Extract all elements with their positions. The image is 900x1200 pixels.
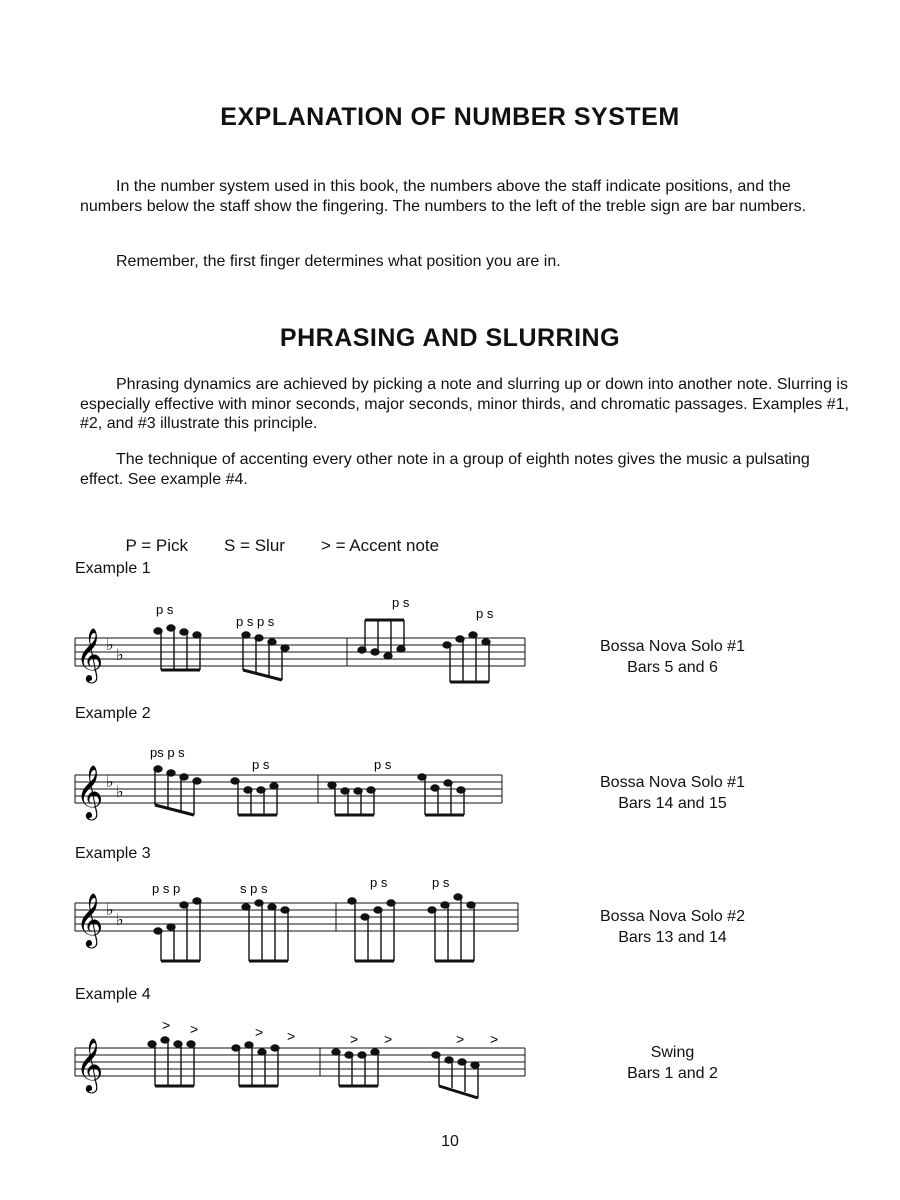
treble-clef-icon: 𝄞 (76, 892, 104, 946)
example-4-label: Example 4 (75, 986, 151, 1003)
legend-slur: S = Slur (223, 536, 285, 555)
example-3-mark: s p s (240, 881, 268, 896)
example-1-caption (560, 636, 785, 678)
example-3-mark: p s p (152, 881, 181, 896)
svg-text:♭: ♭ (106, 635, 114, 654)
treble-clef-icon: 𝄞 (76, 627, 104, 681)
caption-line: Bossa Nova Solo #2 (600, 908, 745, 925)
caption-line: Bars 13 and 14 (618, 929, 727, 946)
legend (116, 516, 475, 556)
example-2-mark: p s (252, 757, 270, 772)
svg-text:♭: ♭ (116, 645, 124, 664)
example-2-caption (560, 772, 785, 814)
section-title-phrasing: PHRASING AND SLURRING (279, 324, 621, 352)
example-4-accent: > (190, 1021, 199, 1037)
caption-line: Bars 1 and 2 (627, 1065, 718, 1082)
treble-clef-icon: 𝄞 (76, 764, 104, 818)
paragraph-phrasing (80, 375, 850, 434)
example-4-accent: > (162, 1017, 171, 1033)
caption-line: Bars 14 and 15 (618, 795, 727, 812)
svg-text:♭: ♭ (116, 910, 124, 929)
example-2-mark: p s (374, 757, 392, 772)
paragraph-text: Phrasing dynamics are achieved by picking a note and slurring up or down into another note. Slurring is especially effective with minor seconds, major seconds, minor thirds, and chromatic passages. Examples #1, #2, and #3 illustrate this principle. (80, 376, 849, 432)
example-3-caption (560, 906, 785, 948)
caption-line: Bossa Nova Solo #1 (600, 774, 745, 791)
paragraph-first-finger (80, 252, 850, 272)
caption-line: Bars 5 and 6 (627, 659, 718, 676)
example-3-staff (70, 875, 540, 975)
example-4-accent: > (384, 1031, 393, 1047)
example-3-label: Example 3 (75, 845, 151, 862)
paragraph-text: In the number system used in this book, the numbers above the staff indicate positions, and the numbers below the staff show the fingering. The numbers to the left of the treble sign are bar numbers. (80, 178, 807, 215)
svg-text:♭: ♭ (106, 772, 114, 791)
legend-pick: P = Pick (125, 536, 188, 555)
example-4-staff (70, 1010, 540, 1110)
caption-line: Swing (650, 1044, 695, 1061)
section-title-number-system: EXPLANATION OF NUMBER SYSTEM (220, 103, 680, 131)
example-4-accent: > (350, 1031, 359, 1047)
svg-text:♭: ♭ (116, 782, 124, 801)
paragraph-text: Remember, the first finger determines what position you are in. (116, 253, 561, 270)
example-1-staff (70, 590, 540, 700)
example-2-label: Example 2 (75, 705, 151, 722)
example-1-mark: p s p s (236, 614, 275, 629)
example-4-accent: > (287, 1028, 296, 1044)
example-2-mark: ps p s (150, 745, 185, 760)
example-1-mark: p s (392, 595, 410, 610)
paragraph-text: The technique of accenting every other note in a group of eighth notes gives the music a pulsating effect. See example #4. (80, 451, 810, 488)
example-1-mark: p s (476, 606, 494, 621)
example-3-mark: p s (370, 875, 388, 890)
example-1-label: Example 1 (75, 560, 151, 577)
example-4-accent: > (490, 1031, 499, 1047)
example-3-mark: p s (432, 875, 450, 890)
paragraph-number-system (80, 177, 850, 216)
example-4-accent: > (456, 1031, 465, 1047)
legend-accent: > = Accent note (320, 536, 440, 555)
caption-line: Bossa Nova Solo #1 (600, 638, 745, 655)
page-number: 10 (441, 1133, 459, 1150)
treble-clef-icon: 𝄞 (76, 1037, 104, 1091)
example-1-mark: p s (156, 602, 174, 617)
example-4-caption (560, 1042, 785, 1084)
svg-text:♭: ♭ (106, 900, 114, 919)
paragraph-accenting (80, 450, 850, 489)
example-2-staff (70, 735, 540, 835)
example-4-accent: > (255, 1024, 264, 1040)
